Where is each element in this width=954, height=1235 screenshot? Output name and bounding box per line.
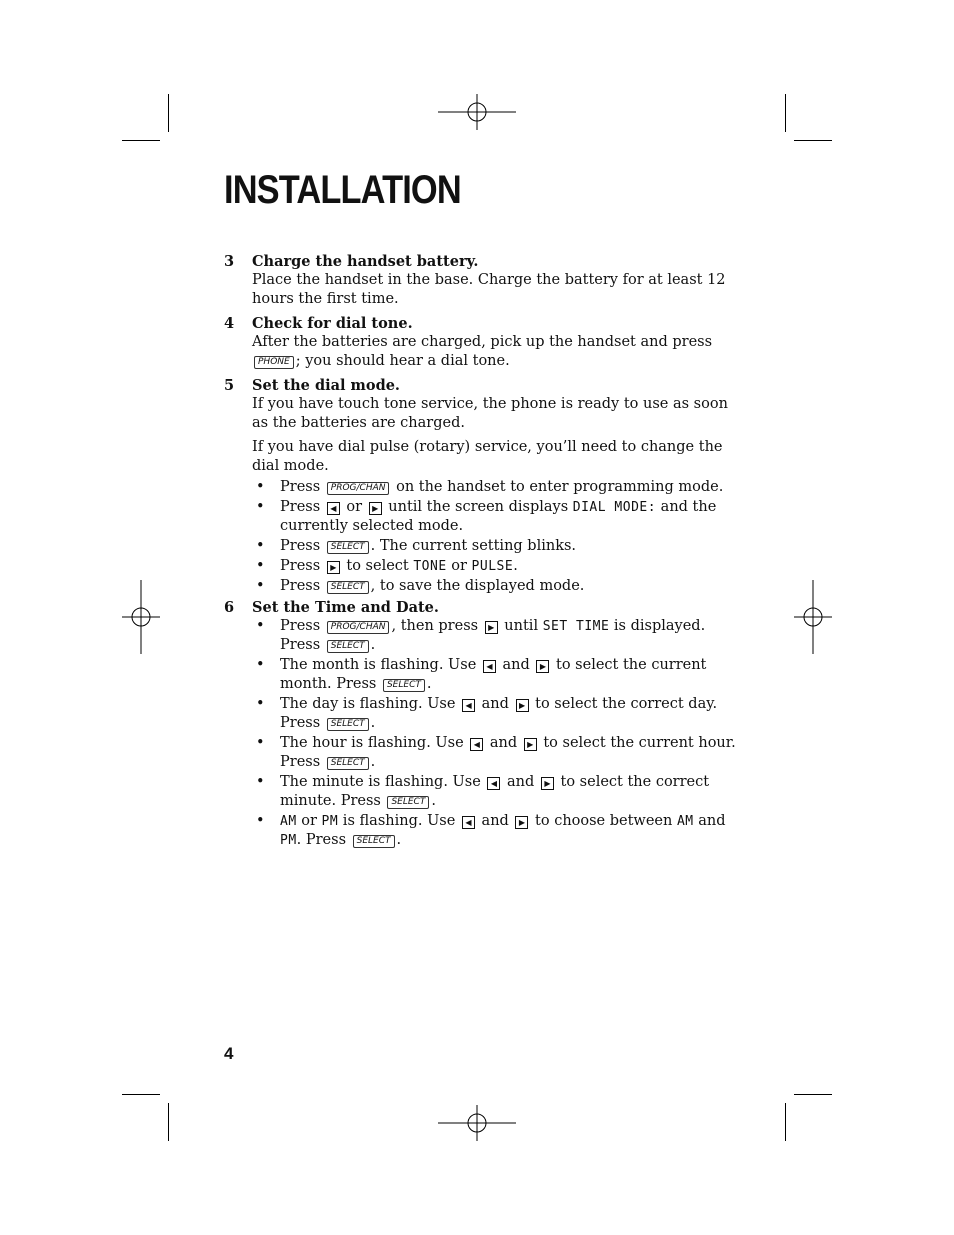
lcd-text: PULSE — [471, 559, 514, 574]
step-4 — [224, 314, 744, 371]
prog-chan-key: PROG/CHAN — [327, 482, 390, 495]
step-number: 4 — [224, 315, 235, 332]
text: to select the current month. Press — [280, 657, 707, 692]
left-arrow-key-icon: ◀ — [470, 738, 483, 751]
paragraph: Place the handset in the base. Charge the battery for at least 12 hours the first time. — [252, 272, 726, 307]
step-body — [252, 395, 744, 596]
registration-mark — [438, 1105, 516, 1141]
text: and the currently selected mode. — [280, 499, 717, 534]
step-header — [224, 252, 744, 271]
left-arrow-key-icon: ◀ — [462, 816, 475, 829]
left-arrow-key-icon: ◀ — [462, 699, 475, 712]
text: is flashing. Use — [338, 813, 460, 829]
select-key: SELECT — [387, 796, 429, 809]
text: and — [476, 813, 514, 829]
step-header — [224, 314, 744, 333]
text: , to save the displayed mode. — [370, 578, 585, 594]
step-number: 6 — [224, 599, 235, 616]
lcd-text: SET TIME — [542, 619, 610, 634]
page-number: 4 — [224, 1044, 234, 1063]
list-item — [252, 812, 744, 850]
step-title: Charge the handset battery. — [252, 253, 479, 270]
list-item — [252, 617, 744, 655]
text: . — [370, 637, 376, 653]
crop-mark — [168, 1103, 169, 1141]
text: to select the current hour. Press — [280, 735, 736, 770]
select-key: SELECT — [327, 640, 369, 653]
right-arrow-key-icon: ▶ — [541, 777, 554, 790]
text: and — [477, 696, 514, 712]
step-title: Set the dial mode. — [252, 377, 400, 394]
list-item — [252, 478, 744, 497]
text: The month is flashing. Use — [280, 657, 481, 673]
step-body — [252, 271, 744, 309]
text: or — [296, 813, 322, 829]
step-body — [252, 333, 744, 371]
step-5 — [224, 376, 744, 596]
lcd-text: AM — [676, 814, 694, 829]
list-item — [252, 656, 744, 694]
list-item — [252, 695, 744, 733]
list-item — [252, 773, 744, 811]
paragraph: If you have touch tone service, the phone is ready to use as soon as the batteries are charged. — [252, 396, 728, 431]
text: and — [485, 735, 522, 751]
select-key: SELECT — [353, 835, 395, 848]
bullet-list — [252, 478, 744, 596]
text: on the handset to enter programming mode. — [391, 479, 724, 495]
text: . — [370, 715, 376, 731]
list-item — [252, 537, 744, 556]
left-arrow-key-icon: ◀ — [327, 502, 340, 515]
text: and — [693, 813, 726, 829]
step-header — [224, 598, 744, 617]
registration-mark — [122, 580, 160, 654]
select-key: SELECT — [327, 581, 369, 594]
page-title: INSTALLATION — [224, 168, 461, 212]
text: or — [341, 499, 367, 515]
lcd-text: DIAL MODE: — [572, 500, 657, 515]
registration-mark — [794, 580, 832, 654]
step-header — [224, 376, 744, 395]
text: until — [499, 618, 543, 634]
text: Press — [280, 479, 325, 495]
text: . — [431, 793, 436, 809]
step-body — [252, 617, 744, 850]
lcd-text: PM — [321, 814, 339, 829]
text: until the screen displays — [383, 499, 573, 515]
text: Press — [280, 538, 325, 554]
right-arrow-key-icon: ▶ — [524, 738, 537, 751]
list-item — [252, 557, 744, 576]
text: . — [426, 676, 432, 692]
right-arrow-key-icon: ▶ — [516, 699, 529, 712]
text: . — [396, 832, 402, 848]
paragraph — [252, 333, 744, 371]
text: . Press — [296, 832, 351, 848]
text: Press — [280, 558, 325, 574]
crop-mark — [794, 140, 832, 141]
text: to choose between — [530, 813, 677, 829]
crop-mark — [785, 1103, 786, 1141]
select-key: SELECT — [383, 679, 425, 692]
right-arrow-key-icon: ▶ — [536, 660, 549, 673]
text: and — [497, 657, 535, 673]
select-key: SELECT — [327, 718, 369, 731]
right-arrow-key-icon: ▶ — [515, 816, 528, 829]
select-key: SELECT — [327, 757, 369, 770]
step-number: 5 — [224, 377, 235, 394]
step-6 — [224, 598, 744, 850]
text: , then press — [391, 618, 483, 634]
text: The day is flashing. Use — [280, 696, 461, 712]
text: Press — [280, 499, 325, 515]
text: After the batteries are charged, pick up the handset and press — [252, 334, 713, 350]
crop-mark — [794, 1094, 832, 1095]
lcd-text: TONE — [413, 559, 447, 574]
list-item — [252, 577, 744, 596]
text: Press — [280, 578, 325, 594]
crop-mark — [122, 140, 160, 141]
bullet-list — [252, 617, 744, 850]
crop-mark — [122, 1094, 160, 1095]
lcd-text: AM — [280, 814, 297, 829]
text: to select the correct day. Press — [280, 696, 718, 731]
step-3 — [224, 252, 744, 309]
paragraph: If you have dial pulse (rotary) service, you’ll need to change the dial mode. — [252, 439, 723, 474]
crop-mark — [168, 94, 169, 132]
step-number: 3 — [224, 253, 235, 270]
text: and — [502, 774, 539, 790]
right-arrow-key-icon: ▶ — [327, 561, 340, 574]
right-arrow-key-icon: ▶ — [485, 621, 498, 634]
text: . The current setting blinks. — [370, 538, 577, 554]
select-key: SELECT — [327, 541, 369, 554]
right-arrow-key-icon: ▶ — [369, 502, 382, 515]
lcd-text: PM — [280, 833, 297, 848]
text: is displayed. Press — [280, 618, 706, 653]
text: . — [513, 558, 518, 574]
text: to select — [341, 558, 414, 574]
instructions — [224, 250, 744, 851]
left-arrow-key-icon: ◀ — [487, 777, 500, 790]
registration-mark — [438, 94, 516, 130]
prog-chan-key: PROG/CHAN — [327, 621, 390, 634]
text: ; you should hear a dial tone. — [295, 353, 510, 369]
text: Press — [280, 618, 325, 634]
phone-key: PHONE — [254, 356, 294, 369]
text: The hour is flashing. Use — [280, 735, 469, 751]
left-arrow-key-icon: ◀ — [483, 660, 496, 673]
list-item — [252, 498, 744, 536]
list-item — [252, 734, 744, 772]
text: or — [446, 558, 472, 574]
step-title: Set the Time and Date. — [252, 599, 439, 616]
step-title: Check for dial tone. — [252, 315, 413, 332]
crop-mark — [785, 94, 786, 132]
text: The minute is flashing. Use — [280, 774, 486, 790]
text: . — [370, 754, 376, 770]
text: to select the correct minute. Press — [280, 774, 710, 809]
